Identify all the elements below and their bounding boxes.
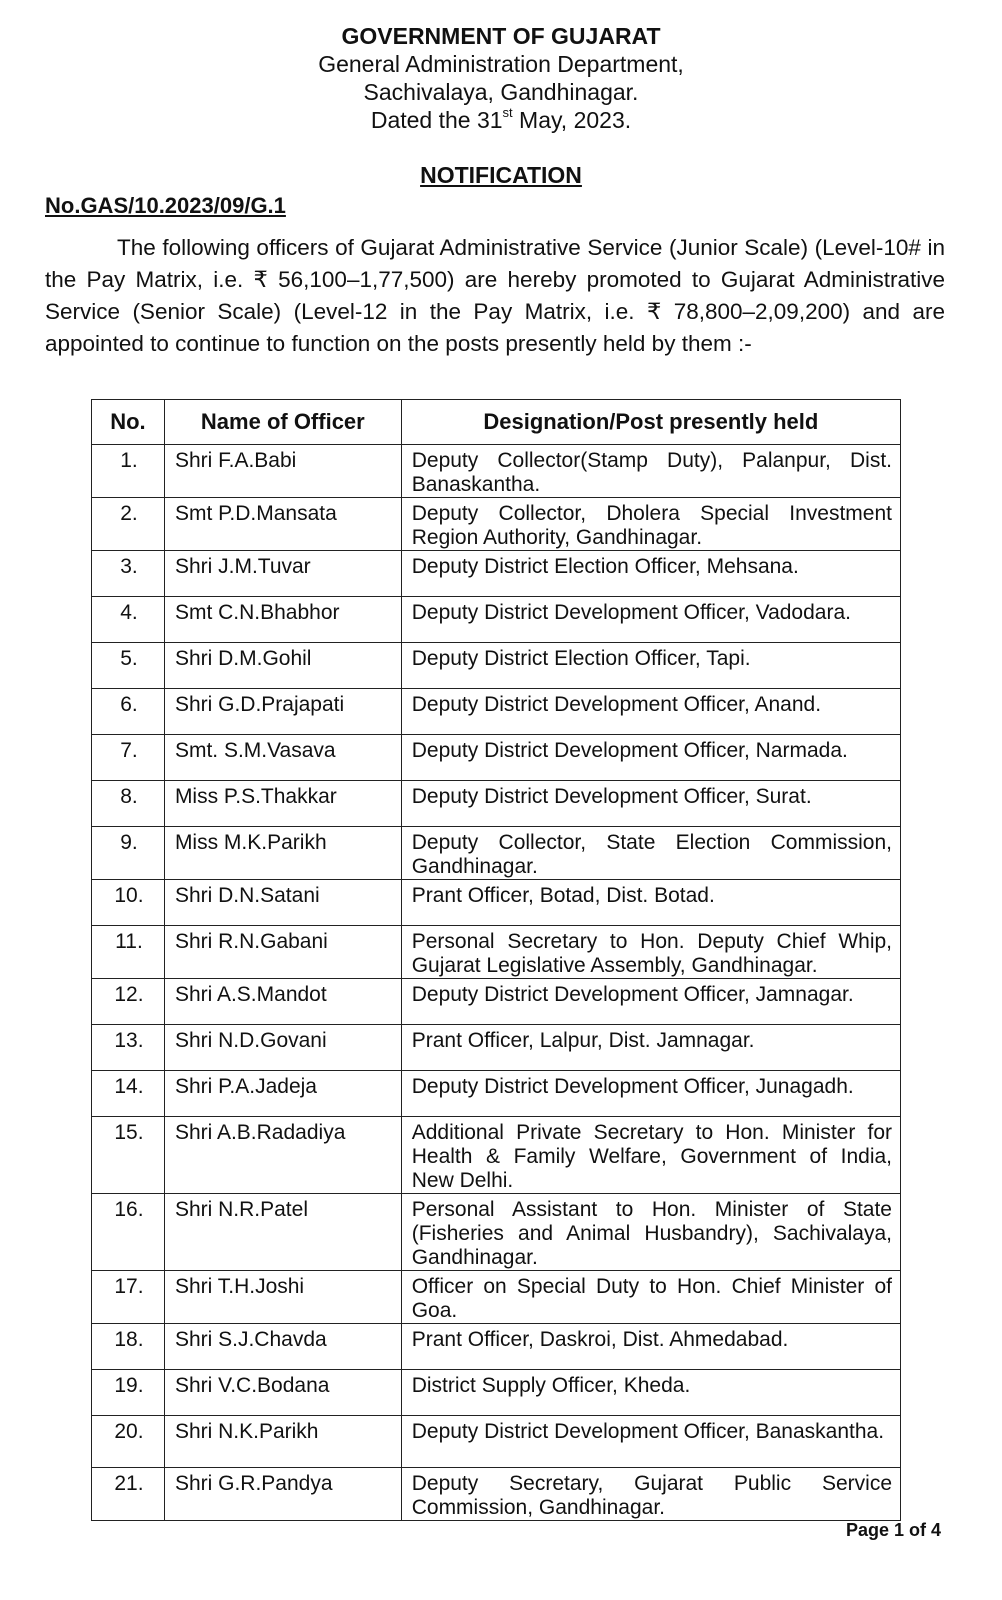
officer-number: 17. <box>92 1271 165 1324</box>
officer-name: Shri T.H.Joshi <box>164 1271 401 1324</box>
officer-designation: Deputy District Development Officer, Junagadh. <box>401 1071 900 1117</box>
officer-name: Smt. S.M.Vasava <box>164 735 401 781</box>
officer-designation: Prant Officer, Daskroi, Dist. Ahmedabad. <box>401 1324 900 1370</box>
officer-designation: Deputy District Development Officer, Jamnagar. <box>401 979 900 1025</box>
officer-name: Shri S.J.Chavda <box>164 1324 401 1370</box>
table-row <box>92 643 901 689</box>
officer-number: 1. <box>92 445 165 498</box>
officer-number: 5. <box>92 643 165 689</box>
officer-number: 19. <box>92 1370 165 1416</box>
order-number: No.GAS/10.2023/09/G.1 <box>45 193 286 218</box>
column-header-no: No. <box>92 400 165 445</box>
table-row <box>92 1271 901 1324</box>
officer-number: 16. <box>92 1194 165 1271</box>
officer-name: Shri A.S.Mandot <box>164 979 401 1025</box>
intro-paragraph <box>45 232 945 360</box>
officer-name: Shri A.B.Radadiya <box>164 1117 401 1194</box>
table-row <box>92 597 901 643</box>
officer-number: 7. <box>92 735 165 781</box>
officer-designation: Prant Officer, Lalpur, Dist. Jamnagar. <box>401 1025 900 1071</box>
notification-title: NOTIFICATION <box>420 162 582 188</box>
officer-designation: Personal Secretary to Hon. Deputy Chief Whip, Gujarat Legislative Assembly, Gandhinagar. <box>401 926 900 979</box>
column-header-name: Name of Officer <box>164 400 401 445</box>
officer-designation: Deputy Secretary, Gujarat Public Service Commission, Gandhinagar. <box>401 1468 900 1521</box>
officer-name: Shri N.K.Parikh <box>164 1416 401 1468</box>
table-row <box>92 827 901 880</box>
officer-number: 2. <box>92 498 165 551</box>
officer-number: 11. <box>92 926 165 979</box>
officer-number: 20. <box>92 1416 165 1468</box>
table-row <box>92 689 901 735</box>
officer-number: 4. <box>92 597 165 643</box>
dated-line <box>0 106 1002 134</box>
table-row <box>92 1071 901 1117</box>
table-row <box>92 1194 901 1271</box>
officer-name: Shri N.R.Patel <box>164 1194 401 1271</box>
officer-number: 14. <box>92 1071 165 1117</box>
table-row <box>92 926 901 979</box>
officer-name: Smt P.D.Mansata <box>164 498 401 551</box>
officer-number: 12. <box>92 979 165 1025</box>
officer-designation: Prant Officer, Botad, Dist. Botad. <box>401 880 900 926</box>
letterhead <box>0 22 1002 134</box>
table-row <box>92 1370 901 1416</box>
table-row <box>92 1416 901 1468</box>
officer-number: 9. <box>92 827 165 880</box>
date-prefix: Dated the 31 <box>370 107 503 133</box>
officer-number: 3. <box>92 551 165 597</box>
officer-name: Shri P.A.Jadeja <box>164 1071 401 1117</box>
date-ordinal: st <box>502 105 513 120</box>
officer-designation: Deputy Collector(Stamp Duty), Palanpur, Dist. Banaskantha. <box>401 445 900 498</box>
table-row <box>92 880 901 926</box>
officer-designation: Officer on Special Duty to Hon. Chief Minister of Goa. <box>401 1271 900 1324</box>
table-row <box>92 1468 901 1521</box>
officer-name: Shri V.C.Bodana <box>164 1370 401 1416</box>
officers-table-body <box>92 445 901 1521</box>
column-header-designation: Designation/Post presently held <box>401 400 900 445</box>
government-name: GOVERNMENT OF GUJARAT <box>341 23 661 49</box>
table-row <box>92 551 901 597</box>
officer-name: Shri N.D.Govani <box>164 1025 401 1071</box>
officer-name: Shri D.M.Gohil <box>164 643 401 689</box>
officer-designation: Personal Assistant to Hon. Minister of State (Fisheries and Animal Husbandry), Sachivalaya, Gandhinagar. <box>401 1194 900 1271</box>
table-row <box>92 979 901 1025</box>
department-name: General Administration Department, <box>318 51 684 77</box>
officer-number: 8. <box>92 781 165 827</box>
table-row <box>92 1117 901 1194</box>
officers-table <box>91 399 901 1521</box>
officer-designation: Deputy District Development Officer, Surat. <box>401 781 900 827</box>
table-row <box>92 735 901 781</box>
table-row <box>92 1324 901 1370</box>
intro-text: The following officers of Gujarat Administrative Service (Junior Scale) (Level-10# in the Pay Matrix, i.e. ₹ 56,100–1,77,500) are hereby promoted to Gujarat Administrative Service (Senior Scale) (Level-12 in the Pay Matrix, i.e. ₹ 78,800–2,09,200) and are appointed to continue to function on the posts presently held by them :- <box>45 235 945 356</box>
officer-number: 13. <box>92 1025 165 1071</box>
page-number: Page 1 of 4 <box>846 1520 942 1540</box>
officer-designation: Deputy District Development Officer, Anand. <box>401 689 900 735</box>
table-row <box>92 781 901 827</box>
officer-designation: Deputy District Development Officer, Banaskantha. <box>401 1416 900 1468</box>
table-row <box>92 1025 901 1071</box>
table-row <box>92 445 901 498</box>
table-header-row <box>92 400 901 445</box>
officer-designation: Additional Private Secretary to Hon. Minister for Health & Family Welfare, Government of India, New Delhi. <box>401 1117 900 1194</box>
office-place: Sachivalaya, Gandhinagar. <box>363 79 639 105</box>
officer-number: 10. <box>92 880 165 926</box>
officer-designation: Deputy District Development Officer, Vadodara. <box>401 597 900 643</box>
officer-number: 6. <box>92 689 165 735</box>
officer-name: Miss M.K.Parikh <box>164 827 401 880</box>
officer-designation: Deputy District Election Officer, Mehsana. <box>401 551 900 597</box>
officer-designation: Deputy Collector, State Election Commission, Gandhinagar. <box>401 827 900 880</box>
officer-name: Smt C.N.Bhabhor <box>164 597 401 643</box>
officer-name: Shri G.D.Prajapati <box>164 689 401 735</box>
officer-name: Miss P.S.Thakkar <box>164 781 401 827</box>
officer-designation: Deputy Collector, Dholera Special Investment Region Authority, Gandhinagar. <box>401 498 900 551</box>
officer-number: 21. <box>92 1468 165 1521</box>
officer-name: Shri G.R.Pandya <box>164 1468 401 1521</box>
date-suffix: May, 2023. <box>512 107 632 133</box>
officer-number: 15. <box>92 1117 165 1194</box>
officer-name: Shri F.A.Babi <box>164 445 401 498</box>
officer-designation: District Supply Officer, Kheda. <box>401 1370 900 1416</box>
officer-name: Shri D.N.Satani <box>164 880 401 926</box>
officer-number: 18. <box>92 1324 165 1370</box>
table-row <box>92 498 901 551</box>
officer-designation: Deputy District Election Officer, Tapi. <box>401 643 900 689</box>
officer-name: Shri R.N.Gabani <box>164 926 401 979</box>
officer-designation: Deputy District Development Officer, Narmada. <box>401 735 900 781</box>
officer-name: Shri J.M.Tuvar <box>164 551 401 597</box>
